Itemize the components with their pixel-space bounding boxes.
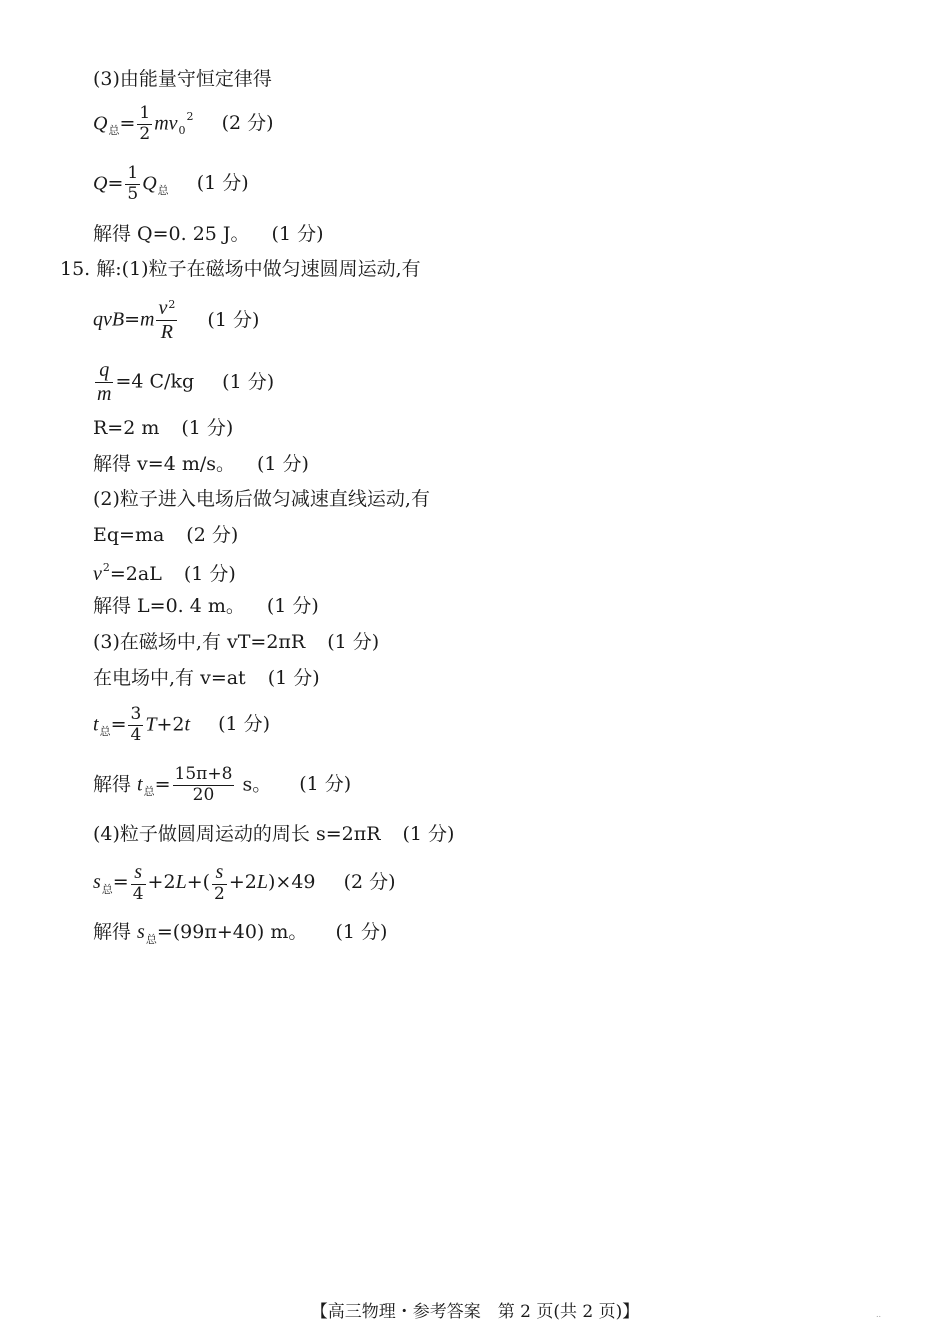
- charge-mass-ratio: $\frac{q}{m}$ =4 C/kg (1 分): [97, 359, 275, 405]
- t-total-formula: $t_总=$ $\frac{3}{4}$ T+2t (1 分): [93, 704, 271, 745]
- eq-ma-formula: Eq=ma (2 分): [93, 524, 239, 546]
- q-result: 解得 Q=0. 25 J。 (1 分): [93, 223, 324, 245]
- score-label: (2 分): [221, 112, 274, 135]
- problem-15-heading: 15. 解:(1)粒子在磁场中做匀速圆周运动,有: [60, 258, 421, 280]
- part-4-heading: (4)粒子做圆周运动的周长 s=2πR (1 分): [93, 823, 455, 845]
- t-total-result: 解得 $t_总=$ $\frac{15\pi+8}{20}$ s。 (1 分): [93, 764, 352, 805]
- v-squared-formula: $v^2=2aL$ (1 分): [93, 561, 236, 585]
- s-total-result: 解得 $s_总=(99\pi+40)$ m。 (1 分): [93, 921, 388, 946]
- corner-mark: ..: [876, 1310, 882, 1319]
- page-footer: 【高三物理・参考答案 第 2 页(共 2 页)】: [310, 1302, 640, 1322]
- radius-value: R=2 m (1 分): [93, 417, 234, 439]
- s-total-formula: $s_总=$ $\frac{s}{4}$ +2L+( $\frac{s}{2}$ +2L)×49 (2 分): [93, 861, 396, 904]
- lorentz-force-formula: qvB=m $\frac{v^2}{R}$ (1 分): [93, 297, 260, 343]
- q-fraction-formula: Q= $\frac{1}{5}$ $Q_总$ (1 分): [93, 163, 249, 204]
- l-result: 解得 L=0. 4 m。 (1 分): [93, 595, 319, 617]
- part-2-heading: (2)粒子进入电场后做匀减速直线运动,有: [93, 488, 430, 510]
- energy-conservation-heading: (3)由能量守恒定律得: [93, 68, 272, 90]
- q-total-formula: $Q_总=$ $\frac{1}{2}$ $mv_0^2$ (2 分): [93, 103, 274, 144]
- electric-field-line: 在电场中,有 v=at (1 分): [93, 667, 320, 689]
- score-label: (1 分): [196, 172, 249, 195]
- v-result: 解得 v=4 m/s。 (1 分): [93, 453, 309, 475]
- part-3-heading: (3)在磁场中,有 vT=2πR (1 分): [93, 631, 380, 653]
